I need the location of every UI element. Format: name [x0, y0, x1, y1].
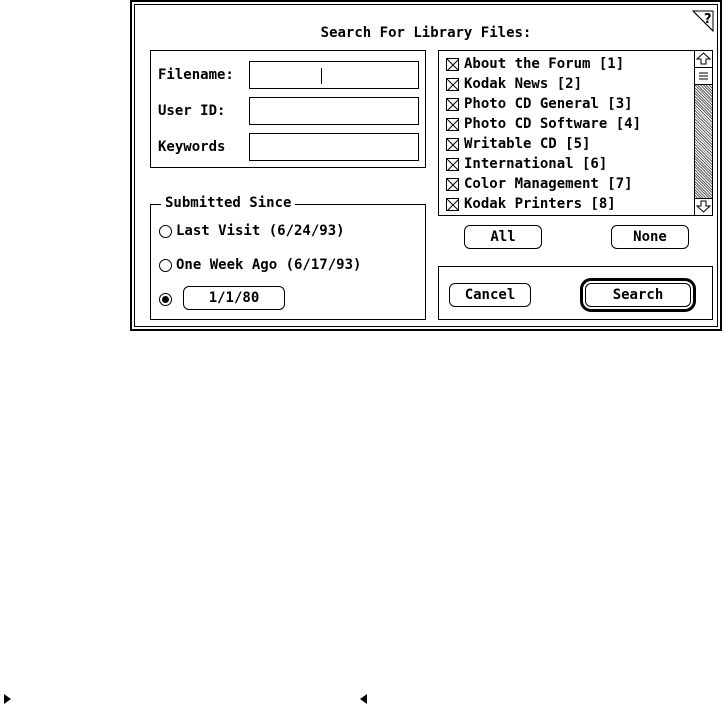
radio-last-visit-button[interactable]: [159, 225, 172, 238]
forum-list[interactable]: [438, 50, 713, 216]
fields-panel: [150, 50, 426, 168]
help-icon[interactable]: [691, 9, 715, 33]
list-item[interactable]: [446, 134, 590, 154]
userid-label: User ID:: [158, 103, 226, 119]
actions-panel: [438, 266, 713, 320]
dialog-title: Search For Library Files:: [320, 25, 532, 41]
keywords-input[interactable]: [249, 133, 419, 161]
keywords-label: Keywords: [158, 139, 226, 155]
list-item-label: Photo CD General [3]: [464, 96, 633, 112]
left-triangle-icon: [360, 694, 368, 704]
checked-box-icon[interactable]: [446, 98, 459, 111]
none-button[interactable]: None: [611, 225, 689, 249]
list-item[interactable]: [446, 174, 633, 194]
svg-text:?: ?: [704, 12, 712, 27]
list-scrollbar[interactable]: [694, 51, 712, 215]
list-item[interactable]: [446, 154, 607, 174]
scrollbar-thumb[interactable]: [695, 67, 712, 85]
right-triangle-icon: [4, 694, 12, 704]
list-item-label: International [6]: [464, 156, 608, 172]
userid-input[interactable]: [249, 97, 419, 125]
scrollbar-track[interactable]: [695, 67, 712, 199]
checked-box-icon[interactable]: [446, 78, 459, 91]
radio-custom-date[interactable]: [159, 289, 176, 309]
radio-one-week-label: One Week Ago (6/17/93): [176, 257, 362, 273]
checked-box-icon[interactable]: [446, 118, 459, 131]
list-item[interactable]: [446, 194, 616, 214]
list-item-label: Photo CD Software [4]: [464, 116, 642, 132]
cancel-button[interactable]: Cancel: [449, 283, 531, 307]
list-item[interactable]: [446, 54, 624, 74]
radio-last-visit[interactable]: [159, 221, 345, 241]
dialog-frame: [134, 4, 718, 327]
list-item-label: Writable CD [5]: [464, 136, 591, 152]
submitted-since-group: [150, 195, 426, 320]
submitted-since-legend: Submitted Since: [161, 195, 295, 211]
filename-input[interactable]: [249, 61, 419, 89]
list-item-label: Kodak News [2]: [464, 76, 583, 92]
checked-box-icon[interactable]: [446, 198, 459, 211]
list-item[interactable]: [446, 94, 633, 114]
custom-date-button[interactable]: 1/1/80: [183, 286, 285, 310]
search-button[interactable]: Search: [585, 283, 691, 307]
text-caret: [321, 68, 322, 84]
list-item-label: Kodak Printers [8]: [464, 196, 616, 212]
filename-label: Filename:: [158, 67, 234, 83]
search-dialog: [130, 0, 722, 331]
radio-last-visit-label: Last Visit (6/24/93): [176, 223, 345, 239]
radio-custom-date-button[interactable]: [159, 293, 172, 306]
down-arrow-icon[interactable]: [695, 198, 712, 215]
all-button[interactable]: All: [464, 225, 542, 249]
list-item-label: About the Forum [1]: [464, 56, 625, 72]
checked-box-icon[interactable]: [446, 158, 459, 171]
radio-one-week-button[interactable]: [159, 259, 172, 272]
list-item[interactable]: [446, 74, 582, 94]
up-arrow-icon[interactable]: [695, 51, 712, 68]
checked-box-icon[interactable]: [446, 138, 459, 151]
checked-box-icon[interactable]: [446, 58, 459, 71]
checked-box-icon[interactable]: [446, 178, 459, 191]
list-item-label: Color Management [7]: [464, 176, 633, 192]
list-item[interactable]: [446, 114, 641, 134]
radio-one-week[interactable]: [159, 255, 361, 275]
